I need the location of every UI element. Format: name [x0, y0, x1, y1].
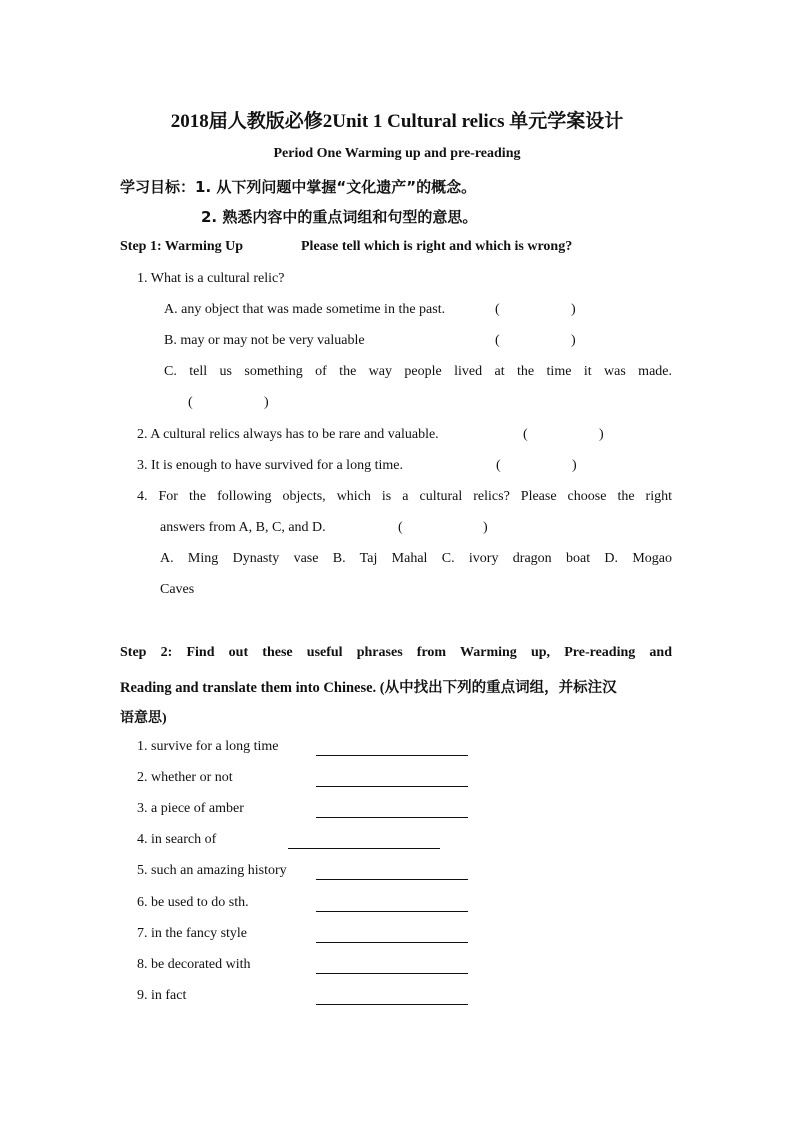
answer-paren-open: (: [188, 395, 193, 410]
answer-paren-close: ): [599, 427, 604, 442]
answer-paren-open: (: [495, 333, 500, 348]
question-1-option-c: C. tell us something of the way people lived at the time it was made.: [164, 364, 672, 379]
answer-paren-open: (: [523, 427, 528, 442]
answer-paren-close: ): [571, 302, 576, 317]
learning-objective-2: 2. 熟悉内容中的重点词组和句型的意思。: [201, 208, 478, 226]
answer-paren-close: ): [483, 520, 488, 535]
phrase-item: 1. survive for a long time: [137, 739, 279, 754]
question-3: 3. It is enough to have survived for a long time.: [137, 458, 403, 473]
phrase-item: 9. in fact: [137, 988, 187, 1003]
answer-blank[interactable]: [288, 834, 440, 849]
page-title: 2018届人教版必修2Unit 1 Cultural relics 单元学案设计: [170, 111, 624, 132]
phrase-item: 8. be decorated with: [137, 957, 251, 972]
phrase-item: 5. such an amazing history: [137, 863, 287, 878]
answer-blank[interactable]: [316, 897, 468, 912]
answer-paren-close: ): [571, 333, 576, 348]
phrase-item: 2. whether or not: [137, 770, 233, 785]
step2-heading-line1: Step 2: Find out these useful phrases from Warming up, Pre-reading and: [120, 645, 672, 660]
question-1-option-a: A. any object that was made sometime in the past.: [164, 302, 446, 317]
answer-blank[interactable]: [316, 772, 468, 787]
question-4-continued: answers from A, B, C, and D.: [160, 520, 326, 535]
phrase-item: 7. in the fancy style: [137, 926, 248, 941]
answer-paren-open: (: [496, 458, 501, 473]
phrase-item: 6. be used to do sth.: [137, 895, 249, 910]
answer-paren-close: ): [572, 458, 577, 473]
learning-objective-1: 学习目标：1. 从下列问题中掌握“文化遗产”的概念。: [120, 178, 477, 196]
answer-blank[interactable]: [316, 959, 468, 974]
answer-blank[interactable]: [316, 990, 468, 1005]
answer-blank[interactable]: [316, 865, 468, 880]
step1-heading: Step 1: Warming Up: [120, 239, 244, 254]
question-1-option-b: B. may or may not be very valuable: [164, 333, 365, 348]
step1-instruction: Please tell which is right and which is wrong?: [301, 239, 573, 254]
answer-paren-close: ): [264, 395, 269, 410]
step2-heading-line3: 语意思): [120, 711, 167, 726]
answer-paren-open: (: [495, 302, 500, 317]
question-4-options: A. Ming Dynasty vase B. Taj Mahal C. ivory dragon boat D. Mogao: [160, 551, 672, 566]
question-4: 4. For the following objects, which is a cultural relics? Please choose the right: [137, 489, 672, 504]
question-4-options-continued: Caves: [160, 582, 195, 597]
answer-blank[interactable]: [316, 928, 468, 943]
phrase-item: 3. a piece of amber: [137, 801, 244, 816]
answer-blank[interactable]: [316, 741, 468, 756]
period-subtitle: Period One Warming up and pre-reading: [273, 146, 521, 161]
question-2: 2. A cultural relics always has to be rare and valuable.: [137, 427, 439, 442]
question-1: 1. What is a cultural relic?: [137, 271, 285, 286]
answer-blank[interactable]: [316, 803, 468, 818]
phrase-item: 4. in search of: [137, 832, 217, 847]
answer-paren-open: (: [398, 520, 403, 535]
step2-heading-line2: Reading and translate them into Chinese. (从中找出下列的重点词组，并标注汉: [120, 680, 617, 696]
